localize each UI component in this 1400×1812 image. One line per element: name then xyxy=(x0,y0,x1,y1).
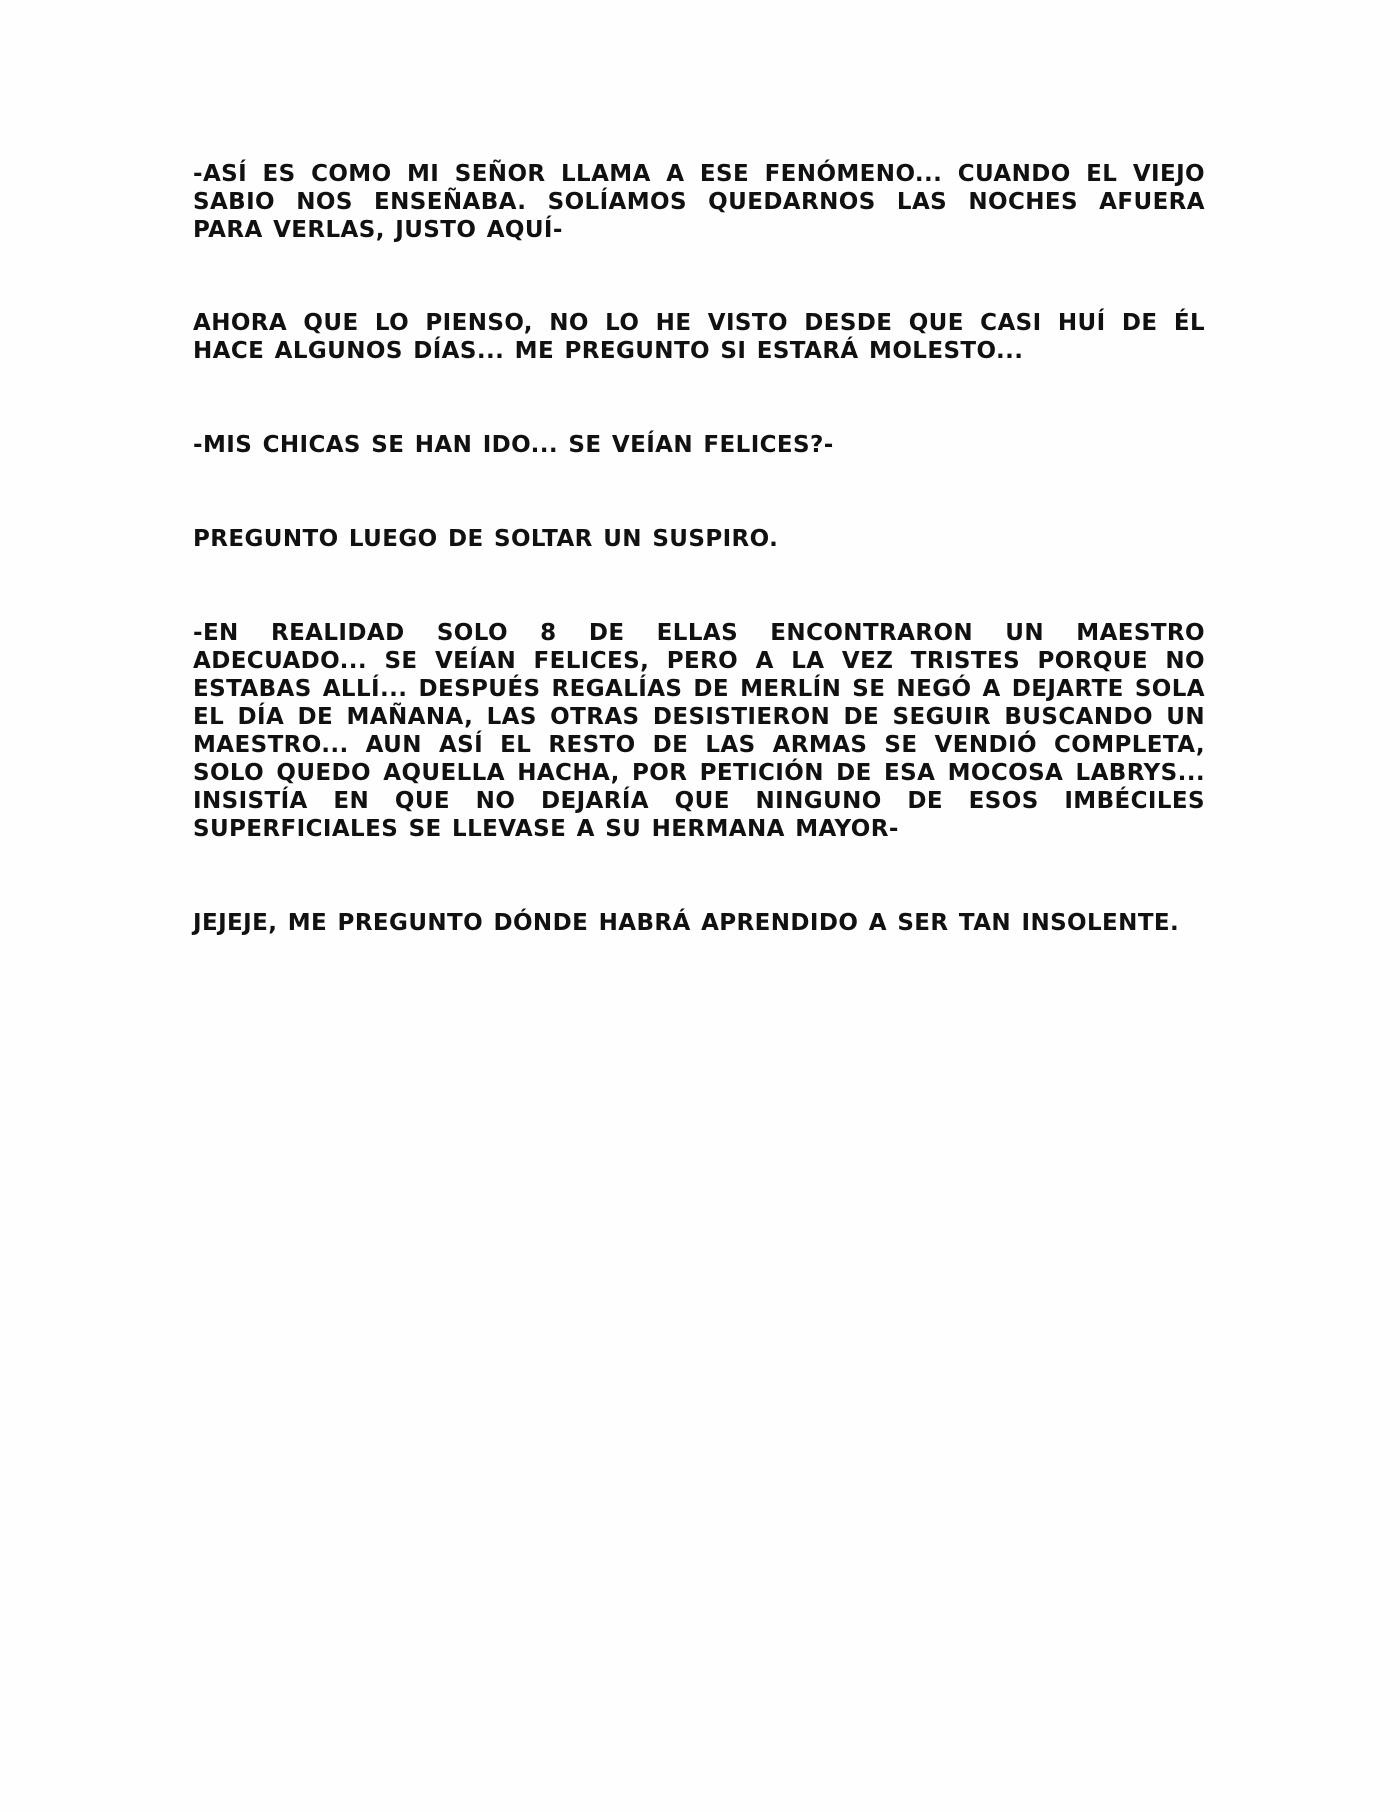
paragraph-2: AHORA QUE LO PIENSO, NO LO HE VISTO DESDE QUE CASI HUÍ DE ÉL HACE ALGUNOS DÍAS... ME PREGUNTO SI ESTARÁ MOLESTO... xyxy=(193,310,1205,364)
paragraph-4: PREGUNTO LUEGO DE SOLTAR UN SUSPIRO. xyxy=(193,526,779,552)
paragraph-5: -EN REALIDAD SOLO 8 DE ELLAS ENCONTRARON UN MAESTRO ADECUADO... SE VEÍAN FELICES, PERO A LA VEZ TRISTES PORQUE NO ESTABAS ALLÍ... DESPUÉS REGALÍAS DE MERLÍN SE NEGÓ A DEJARTE SOLA EL DÍA DE MAÑANA, LAS OTRAS DESISTIERON DE SEGUIR BUSCANDO UN MAESTRO... AUN ASÍ EL RESTO DE LAS ARMAS SE VENDIÓ COMPLETA, SOLO QUEDO AQUELLA HACHA, POR PETICIÓN DE ESA MOCOSA LABRYS... INSISTÍA EN QUE NO DEJARÍA QUE NINGUNO DE ESOS IMBÉCILES SUPERFICIALES SE LLEVASE A SU HERMANA MAYOR- xyxy=(193,620,1205,842)
paragraph-1: -ASÍ ES COMO MI SEÑOR LLAMA A ESE FENÓMENO... CUANDO EL VIEJO SABIO NOS ENSEÑABA. SOLÍAMOS QUEDARNOS LAS NOCHES AFUERA PARA VERLAS, JUSTO AQUÍ- xyxy=(193,161,1205,243)
text-column xyxy=(193,160,1205,937)
paragraph-6: JEJEJE, ME PREGUNTO DÓNDE HABRÁ APRENDIDO A SER TAN INSOLENTE. xyxy=(193,910,1180,936)
paragraph-3: -MIS CHICAS SE HAN IDO... SE VEÍAN FELICES?- xyxy=(193,432,834,458)
